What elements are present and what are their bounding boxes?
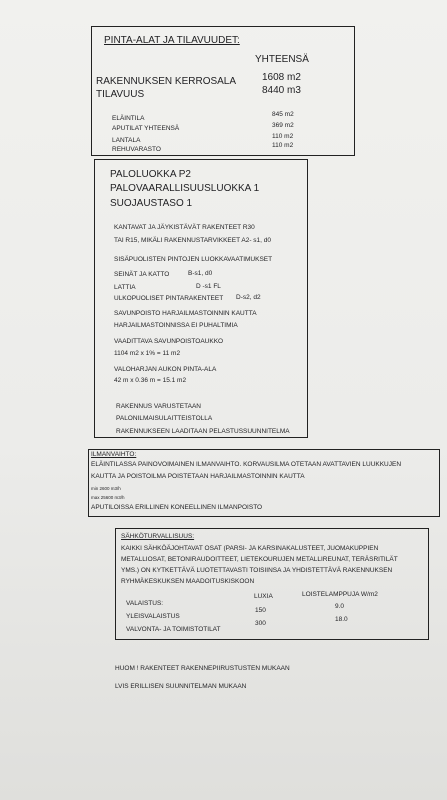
aux-spaces-label: APUTILAT YHTEENSÄ: [112, 125, 180, 132]
surface-requirements: SISÄPUOLISTEN PINTOJEN LUOKKAVAATIMUKSET: [114, 256, 273, 263]
protection-level: SUOJAUSTASO 1: [110, 198, 193, 209]
ventilation-line-3: APUTILOISSA ERILLINEN KONEELLINEN ILMANPOISTO: [91, 504, 263, 511]
lighting-label: VALAISTUS:: [126, 600, 164, 607]
gross-area-label: RAKENNUKSEN KERROSALA: [96, 76, 237, 87]
smoke-line-1: SAVUNPOISTO HARJAILMASTOINNIN KAUTTA: [114, 310, 257, 317]
manure-value: 110 m2: [272, 133, 294, 140]
lux-header: LUXIA: [254, 593, 273, 600]
animal-space-label: ELÄINTILA: [112, 115, 145, 122]
note-hvac: LVIS ERILLISEN SUUNNITELMAN MUKAAN: [115, 683, 247, 690]
structures-line-1: KANTAVAT JA JÄYKISTÄVÄT RAKENTEET R30: [114, 224, 255, 231]
electrical-title: SÄHKÖTURVALLISUUS:: [121, 533, 195, 540]
fire-class: PALOLUOKKA P2: [110, 169, 191, 180]
electrical-line-1: KAIKKI SÄHKÖÄJOHTAVAT OSAT (PARSI- JA KARSINAKALUSTEET, JUOMAKUPPIEN: [121, 545, 379, 552]
walls-value: B-s1, d0: [188, 270, 213, 277]
general-lighting-watts: 9.0: [335, 603, 345, 610]
smoke-opening-calc: 1104 m2 x 1% = 11 m2: [114, 350, 181, 357]
ventilation-line-1: ELÄINTILASSA PAINOVOIMAINEN ILMANVAIHTO. KORVAUSILMA OTETAAN AVATTAVIEN LUUKKUJEN: [91, 461, 402, 468]
ventilation-title: ILMANVAIHTO:: [91, 451, 137, 458]
office-lighting-lux: 300: [255, 620, 266, 627]
volume-label: TILAVUUS: [96, 89, 145, 100]
floor-value: D -s1 FL: [196, 283, 221, 290]
airflow-min: min 2600 m3/h: [91, 486, 121, 491]
general-lighting-label: YLEISVALAISTUS: [126, 613, 180, 620]
note-structures: HUOM ! RAKENTEET RAKENNEPIIRUSTUSTEN MUKAAN: [115, 665, 290, 672]
floor-label: LATTIA: [114, 284, 136, 291]
areas-title: PINTA-ALAT JA TILAVUUDET:: [104, 35, 240, 46]
walls-label: SEINÄT JA KATTO: [114, 271, 170, 278]
office-lighting-label: VALVONTA- JA TOIMISTOTILAT: [126, 626, 221, 633]
ridge-opening-label: VALOHARJAN AUKON PINTA-ALA: [114, 366, 217, 373]
ventilation-line-2: KAUTTA JA POISTOILMA POISTETAAN HARJAILMASTOINNIN KAUTTA: [91, 473, 305, 480]
feed-storage-value: 110 m2: [272, 142, 294, 149]
fire-hazard-class: PALOVAARALLISUUSLUOKKA 1: [110, 183, 260, 194]
feed-storage-label: REHUVARASTO: [112, 146, 161, 153]
smoke-line-2: HARJAILMASTOINNISSA EI PUHALTIMIA: [114, 322, 238, 329]
equipped-with: RAKENNUS VARUSTETAAN: [116, 403, 201, 410]
total-header: YHTEENSÄ: [255, 54, 309, 65]
fire-alarm-system: PALONILMAISULAITTEISTOLLA: [116, 415, 213, 422]
ridge-opening-calc: 42 m x 0.36 m = 15.1 m2: [114, 377, 187, 384]
electrical-line-2: METALLIOSAT, BETONIRAUDOITTEET, LIETEKOURUJEN METALLIREUNAT, TERÄSRITILÄT: [121, 556, 398, 563]
watts-header: LOISTELAMPPUJA W/m2: [302, 591, 378, 598]
structures-line-2: TAI R15, MIKÄLI RAKENNUSTARVIKKEET A2- s1, d0: [114, 237, 272, 244]
rescue-plan: RAKENNUKSEEN LAADITAAN PELASTUSSUUNNITELMA: [116, 428, 290, 435]
office-lighting-watts: 18.0: [335, 616, 348, 623]
general-lighting-lux: 150: [255, 607, 266, 614]
manure-label: LANTALA: [112, 137, 141, 144]
electrical-line-4: RYHMÄKESKUKSEN MAADOITUSKISKOON: [121, 578, 255, 585]
aux-spaces-value: 369 m2: [272, 122, 294, 129]
volume-value: 8440 m3: [262, 85, 301, 96]
gross-area-value: 1608 m2: [262, 72, 301, 83]
airflow-max: max 25600 m3/h: [91, 495, 125, 500]
exterior-value: D-s2, d2: [236, 294, 261, 301]
animal-space-value: 845 m2: [272, 111, 294, 118]
smoke-opening-label: VAADITTAVA SAVUNPOISTOAUKKO: [114, 338, 224, 345]
exterior-label: ULKOPUOLISET PINTARAKENTEET: [114, 295, 224, 302]
electrical-line-3: YMS.) ON KYTKETTÄVÄ LUOTETTAVASTI TOISIINSA JA YHDISTETTÄVÄ RAKENNUKSEN: [121, 567, 393, 574]
